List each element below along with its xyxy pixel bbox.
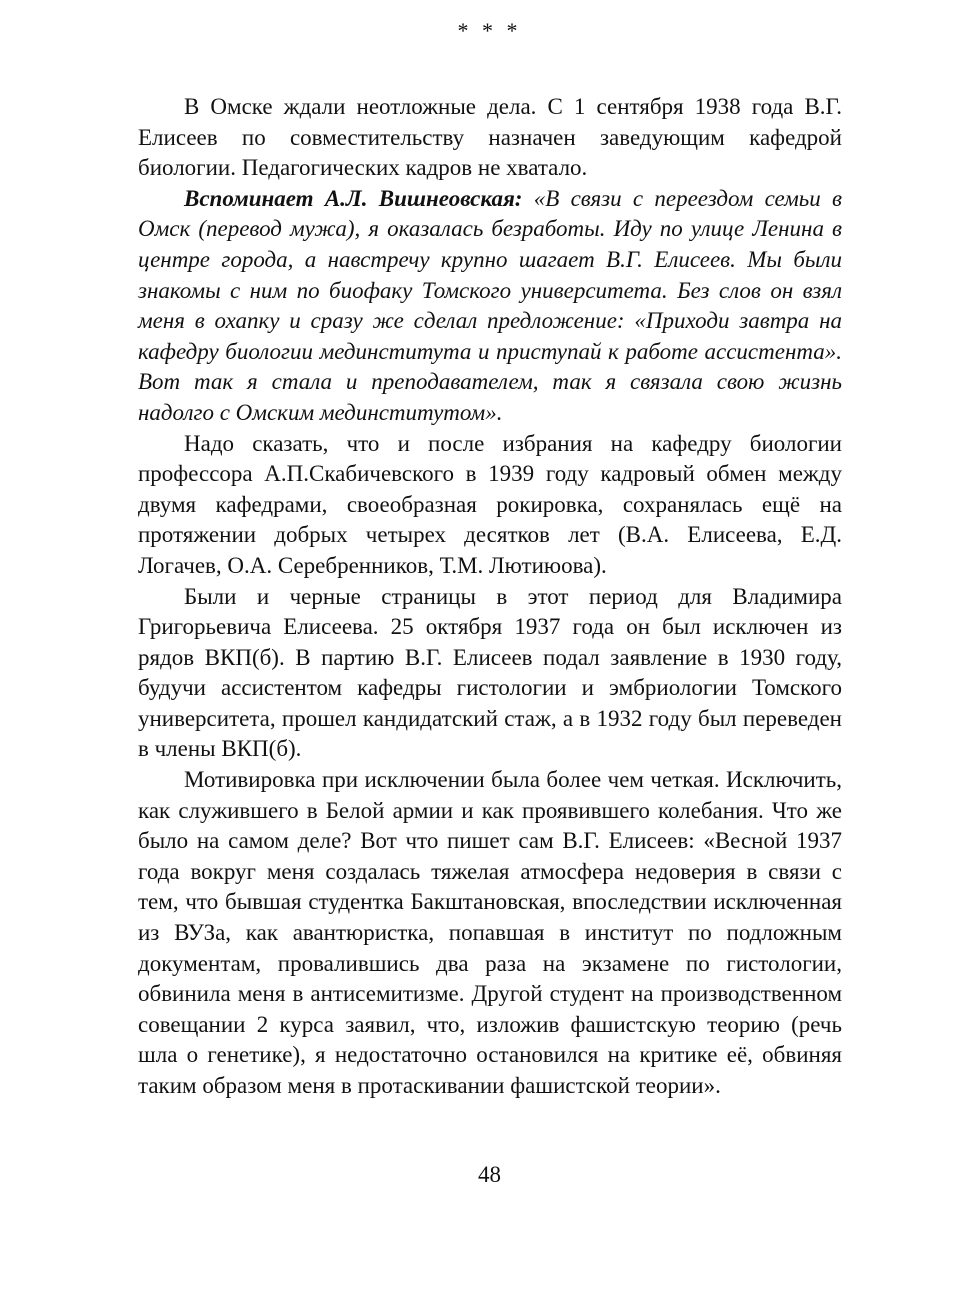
paragraph-5: Мотивировка при исключении была более чем четкая. Исключить, как служившего в Белой армии и как проявившего колебания. Что же было на самом деле? Вот что пишет сам В.Г. Елисеев: «Весной 1937 года вокруг меня создалась тяжелая атмосфера недоверия в связи с тем, что бывшая студентка Бакштановская, впоследствии исключенная из ВУЗа, как авантюристка, попавшая в институт по подложным документам, провалившись два раза на экзамене по гистологии, обвинила меня в антисемитизме. Другой студент на производственном совещании 2 курса заявил, что, изложив фашистскую теорию (речь шла о генетике), я недостаточно остановился на критике её, обвиняя таким образом меня в протаскивании фашистской теории».: [138, 767, 842, 1098]
section-separator: * * *: [457, 18, 522, 43]
body-text: [138, 92, 842, 1102]
quote-attribution: Вспоминает А.Л. Вишнеовская:: [184, 185, 523, 211]
page-number: 48: [478, 1162, 501, 1187]
paragraph-2-quote: [138, 184, 842, 429]
quote-text: «В связи с переездом семьи в Омск (перевод мужа), я оказалась безработы. Иду по улице Ленина в центре города, а навстречу крупно шагает В.Г. Елисеев. Мы были знакомы с ним по биофаку Томского университета. Без слов он взял меня в охапку и сразу же сделал предложение: «Приходи завтра на кафедру биологии мединститута и приступай к работе ассистента». Вот так я стала и преподавателем, так я связала свою жизнь надолго с Омским мединститутом».: [138, 185, 843, 425]
paragraph-3: Надо сказать, что и после избрания на кафедру биологии профессора А.П.Скабичевского в 1939 году кадровый обмен между двумя кафедрами, своеобразная рокировка, сохранялась ещё на протяжении добрых четырех десятков лет (В.А. Елисеева, Е.Д. Логачев, О.А. Серебренников, Т.М. Лютиюова).: [138, 430, 842, 578]
paragraph-1: В Омске ждали неотложные дела. С 1 сентября 1938 года В.Г. Елисеев по совместительству назначен заведующим кафедрой биологии. Педагогических кадров не хватало.: [138, 94, 842, 181]
paragraph-4: Были и черные страницы в этот период для Владимира Григорьевича Елисеева. 25 октября 1937 года он был исключен из рядов ВКП(б). В партию В.Г. Елисеев подал заявление в 1930 году, будучи ассистентом кафедры гистологии и эмбриологии Томского университета, прошел кандидатский стаж, а в 1932 году был переведен в члены ВКП(б).: [138, 583, 842, 762]
